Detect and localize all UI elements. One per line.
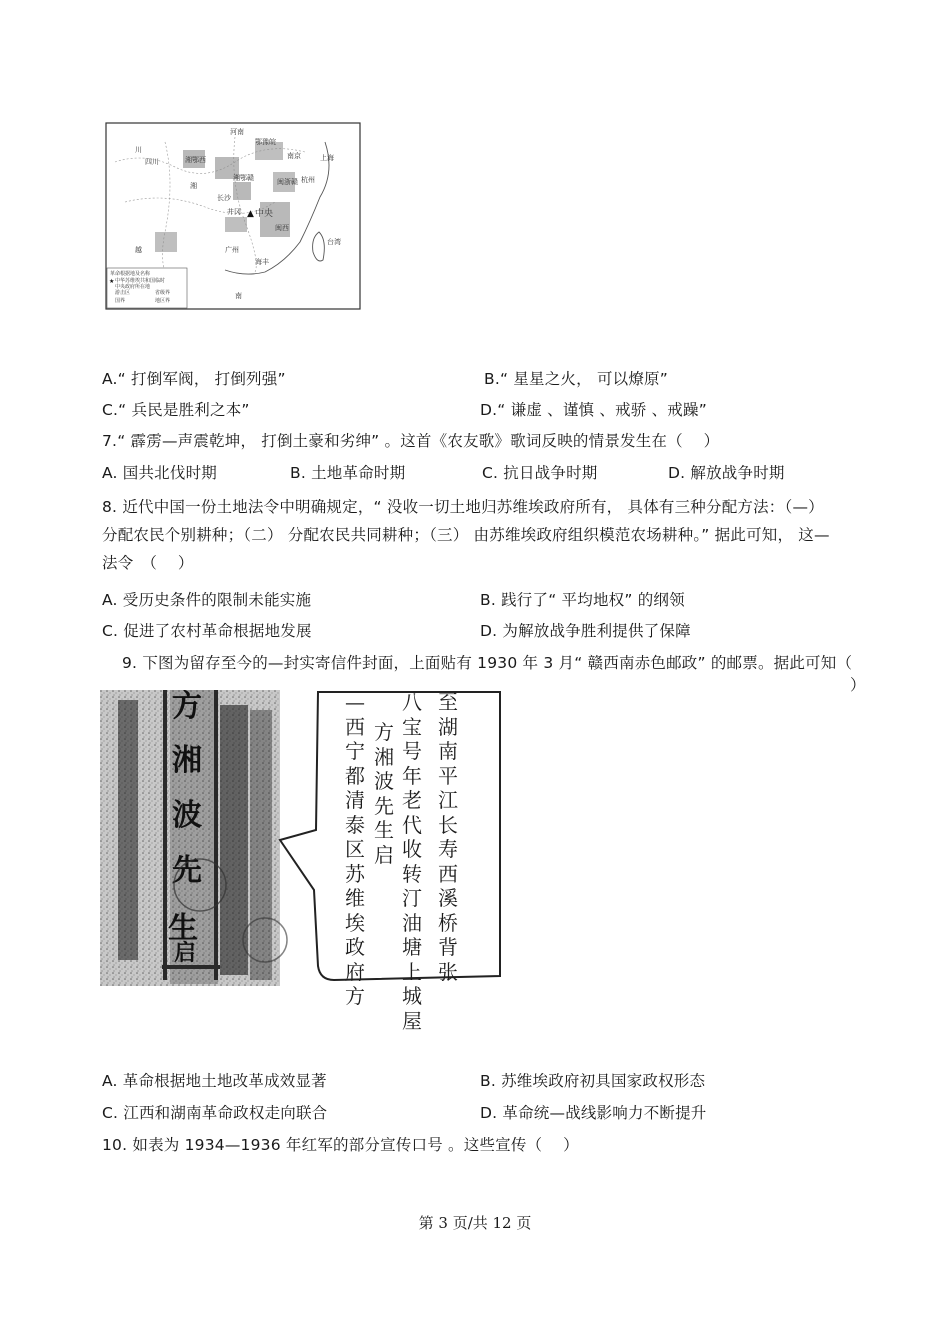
envelope-col3 (372, 720, 396, 867)
map-label-xiangexi: 湘鄂西 (185, 156, 206, 164)
envelope-col4 (343, 690, 367, 1009)
q9-option-b: B. 苏维埃政府初具国家政权形态 (480, 1072, 706, 1090)
q8-stem-line2: 分配农民个别耕种；（二） 分配农民共同耕种；（三） 由苏维埃政府组织模范农场耕种。” 据此可知， 这— (102, 526, 830, 544)
map-label-guangzhou: 广州 (225, 246, 239, 254)
q8-option-a: A. 受历史条件的限制未能实施 (102, 591, 312, 609)
letter-envelope-figure (100, 690, 502, 1033)
map-legend-base: 革命根据地及名称 (110, 271, 151, 277)
q6-option-b: B.“ 星星之火， 可以燎原” (484, 370, 668, 388)
map-label-changsha: 长沙 (217, 194, 231, 202)
map-legend-region: 地区界 (155, 298, 171, 304)
q6-option-a: A.“ 打倒军阀， 打倒列强” (102, 370, 286, 388)
map-label-nanjing: 南京 (287, 152, 301, 160)
svg-text:方: 方 (172, 690, 202, 724)
envelope-col4-top: — (345, 690, 365, 714)
map-legend-central-2: 中央政府所在地 (115, 284, 151, 290)
svg-text:生: 生 (168, 911, 198, 946)
q9-option-d: D. 革命统—战线影响力不断提升 (480, 1104, 707, 1122)
envelope-col3-text: 方湘波先生启 (374, 720, 394, 867)
svg-text:波: 波 (172, 798, 202, 833)
q9-option-a: A. 革命根据地土地改革成效显著 (102, 1072, 327, 1090)
envelope-col2-top: 八 (402, 690, 422, 714)
q9-stem-tail: ） (850, 676, 866, 694)
q7-stem: 7.“ 霹雳—声震乾坤， 打倒土豪和劣绅” 。这首《农友歌》歌词反映的情景发生在（ ） (102, 432, 720, 450)
map-label-zhongyang: 中央 (255, 209, 274, 219)
map-label-henan: 河南 (230, 128, 244, 136)
svg-text:▲: ▲ (247, 209, 254, 219)
map-label-minzhegan: 闽浙赣 (277, 178, 298, 186)
map-label-shanghai: 上海 (320, 154, 334, 162)
q8-stem-line3: 法令 （ ） (102, 554, 194, 572)
q6-option-d: D.“ 谦虚 、谨慎 、戒骄 、戒躁” (480, 401, 707, 419)
q7-option-a: A. 国共北伐时期 (102, 464, 217, 482)
map-label-jinggang: 井冈 (227, 208, 241, 216)
envelope-col1 (436, 690, 460, 984)
map-label-nan: 南 (235, 292, 242, 300)
map-label-sichuan: 四川 (145, 158, 159, 166)
envelope-col1-top: 至 (438, 690, 458, 714)
svg-text:启: 启 (174, 940, 197, 966)
q7-option-d: D. 解放战争时期 (668, 464, 785, 482)
envelope-col2 (400, 690, 424, 1033)
envelope-col1-text: 湖南平江长寿西溪桥背张 (438, 714, 458, 984)
envelope-col4-text: 西宁都清泰区苏维埃政府方 (345, 714, 365, 1008)
map-label-yue: 越 (135, 246, 142, 254)
map-label-xiang: 湘 (190, 182, 197, 190)
svg-text:湘: 湘 (172, 743, 202, 778)
map-label-taiwan: 台湾 (327, 238, 341, 246)
page-footer: 第 3 页/共 12 页 (418, 1214, 532, 1232)
q7-option-b: B. 土地革命时期 (290, 464, 406, 482)
map-legend-border: 国界 (115, 298, 126, 304)
svg-text:★: ★ (109, 278, 115, 285)
svg-text:先: 先 (172, 853, 202, 888)
q8-option-c: C. 促进了农村革命根据地发展 (102, 622, 312, 640)
q7-option-c: C. 抗日战争时期 (482, 464, 598, 482)
map-legend-central-1: 中华苏维埃共和国临时 (115, 278, 166, 284)
q9-stem: 9. 下图为留存至今的—封实寄信件封面，上面贴有 1930 年 3 月“ 赣西南赤色邮政” 的邮票。据此可知（ (122, 654, 853, 672)
q8-option-d: D. 为解放战争胜利提供了保障 (480, 622, 691, 640)
q6-option-c: C.“ 兵民是胜利之本” (102, 401, 250, 419)
q8-option-b: B. 践行了“ 平均地权” 的纲领 (480, 591, 685, 609)
map-label-eyuwan: 鄂豫皖 (255, 138, 276, 146)
q10-stem: 10. 如表为 1934—1936 年红军的部分宣传口号 。这些宣传（ ） (102, 1136, 579, 1154)
map-legend-guerrilla: 游击区 (115, 290, 131, 296)
map-label-chuan: 川 (135, 146, 142, 154)
map-legend-province: 省级界 (155, 290, 171, 296)
q8-stem-line1: 8. 近代中国一份土地法令中明确规定，“ 没收一切土地归苏维埃政府所有， 具体有三种分配方法：（—） (102, 498, 824, 516)
map-label-minxi: 闽西 (275, 224, 289, 232)
revolutionary-base-map (105, 122, 361, 310)
envelope-col2-text: 宝号年老代收转汀油塘上城屋 (402, 714, 422, 1033)
map-label-hangzhou: 杭州 (301, 176, 315, 184)
q9-option-c: C. 江西和湖南革命政权走向联合 (102, 1104, 328, 1122)
map-label-haifeng: 海丰 (255, 258, 269, 266)
map-label-xiangegan: 湘鄂赣 (233, 174, 254, 182)
